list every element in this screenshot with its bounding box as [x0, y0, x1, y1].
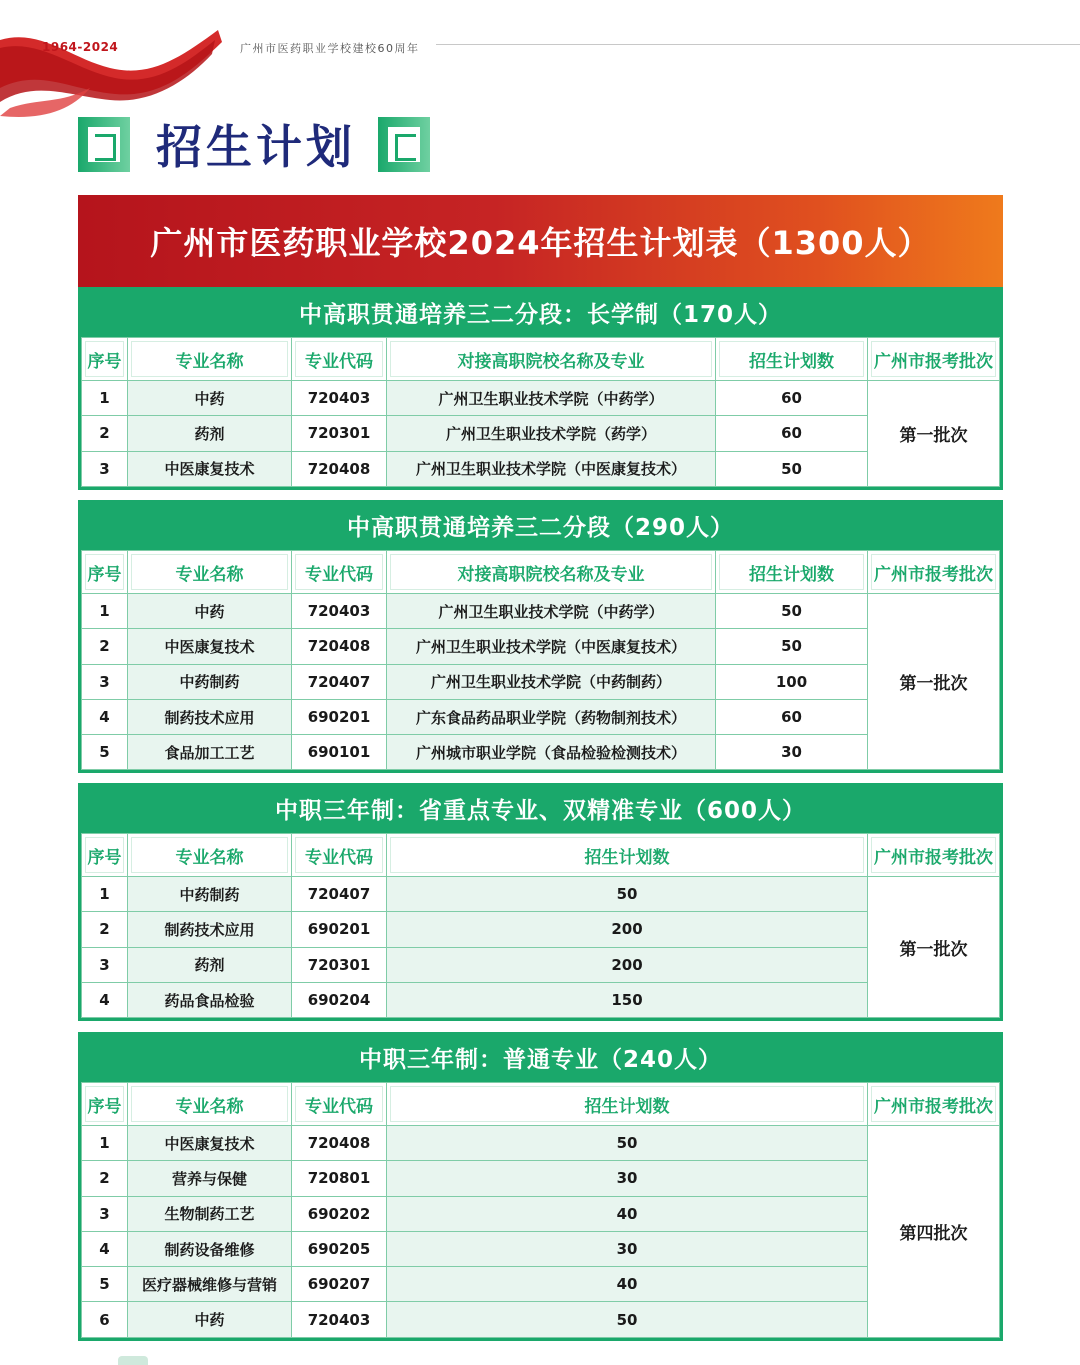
- cell-major: 中药制药: [128, 665, 291, 699]
- cell-quota: 30: [387, 1232, 867, 1266]
- col-header: 广州市报考批次: [868, 551, 999, 593]
- cell-quota: 150: [387, 983, 867, 1017]
- cell-major: 中药: [128, 594, 291, 628]
- cell-college: 广州卫生职业技术学院（中医康复技术）: [387, 629, 715, 663]
- cell-code: 690204: [292, 983, 386, 1017]
- cell-quota: 50: [716, 594, 867, 628]
- cell-batch: 第一批次: [868, 381, 999, 486]
- cell-index: 4: [82, 983, 127, 1017]
- cell-code: 720301: [292, 416, 386, 450]
- cell-major: 中药: [128, 381, 291, 415]
- col-header: 对接高职院校名称及专业: [387, 551, 715, 593]
- col-header: 序号: [82, 551, 127, 593]
- col-header: 专业代码: [292, 1083, 386, 1125]
- cell-quota: 30: [716, 735, 867, 769]
- cell-code: 690101: [292, 735, 386, 769]
- cell-index: 3: [82, 452, 127, 486]
- cell-index: 4: [82, 1232, 127, 1266]
- enrollment-table: [81, 833, 1000, 1018]
- enrollment-table: [81, 550, 1000, 770]
- cell-quota: 200: [387, 912, 867, 946]
- cell-code: 720408: [292, 629, 386, 663]
- cell-major: 药品食品检验: [128, 983, 291, 1017]
- cell-index: 1: [82, 594, 127, 628]
- cell-major: 制药技术应用: [128, 700, 291, 734]
- cell-code: 720408: [292, 1126, 386, 1160]
- section-general-majors: [78, 1032, 1003, 1341]
- col-header: 广州市报考批次: [868, 338, 999, 380]
- col-header: 专业名称: [128, 338, 291, 380]
- cell-major: 医疗器械维修与营销: [128, 1267, 291, 1301]
- col-header: 专业代码: [292, 551, 386, 593]
- cell-index: 5: [82, 735, 127, 769]
- plan-banner: [78, 195, 1003, 287]
- col-header: 对接高职院校名称及专业: [387, 338, 715, 380]
- cell-college: 广州卫生职业技术学院（药学）: [387, 416, 715, 450]
- cell-college: 广州卫生职业技术学院（中药学）: [387, 381, 715, 415]
- col-header: 专业代码: [292, 834, 386, 876]
- cell-code: 720408: [292, 452, 386, 486]
- col-header: 招生计划数: [387, 834, 867, 876]
- cell-index: 2: [82, 629, 127, 663]
- cell-index: 2: [82, 912, 127, 946]
- cell-code: 720301: [292, 948, 386, 982]
- cell-major: 中医康复技术: [128, 1126, 291, 1160]
- enrollment-table: [81, 337, 1000, 487]
- col-header: 专业名称: [128, 551, 291, 593]
- cell-quota: 60: [716, 700, 867, 734]
- section-title: 中高职贯通培养三二分段（290人）: [346, 514, 734, 541]
- header-divider: [436, 44, 1080, 45]
- cell-index: 1: [82, 1126, 127, 1160]
- cell-index: 3: [82, 665, 127, 699]
- section-long-program: [78, 287, 1003, 490]
- cell-index: 3: [82, 1197, 127, 1231]
- cell-major: 中药: [128, 1302, 291, 1336]
- cell-index: 1: [82, 877, 127, 911]
- cell-quota: 200: [387, 948, 867, 982]
- cell-college: 广州卫生职业技术学院（中医康复技术）: [387, 452, 715, 486]
- cell-code: 690202: [292, 1197, 386, 1231]
- cell-code: 690201: [292, 912, 386, 946]
- col-header: 专业名称: [128, 834, 291, 876]
- anniversary-years: 1964-2024: [42, 40, 119, 54]
- cell-college: 广州城市职业学院（食品检验检测技术）: [387, 735, 715, 769]
- cell-code: 720801: [292, 1161, 386, 1195]
- cell-quota: 50: [387, 1302, 867, 1336]
- header-title: 广州市医药职业学校建校60周年: [240, 42, 420, 55]
- cell-batch: 第一批次: [868, 594, 999, 769]
- cell-major: 制药设备维修: [128, 1232, 291, 1266]
- col-header: 序号: [82, 834, 127, 876]
- left-bracket-icon: [78, 117, 130, 172]
- cell-code: 690205: [292, 1232, 386, 1266]
- cell-major: 中医康复技术: [128, 629, 291, 663]
- cell-college: 广州卫生职业技术学院（中药制药）: [387, 665, 715, 699]
- col-header: 招生计划数: [716, 338, 867, 380]
- cell-major: 制药技术应用: [128, 912, 291, 946]
- cell-index: 3: [82, 948, 127, 982]
- cell-quota: 50: [387, 877, 867, 911]
- cell-major: 营养与保健: [128, 1161, 291, 1195]
- cell-college: 广州卫生职业技术学院（中药学）: [387, 594, 715, 628]
- cell-quota: 40: [387, 1267, 867, 1301]
- cell-index: 6: [82, 1302, 127, 1336]
- cell-batch: 第一批次: [868, 877, 999, 1017]
- section-title: 中高职贯通培养三二分段：长学制（170人）: [298, 301, 782, 328]
- cell-major: 生物制药工艺: [128, 1197, 291, 1231]
- cell-quota: 40: [387, 1197, 867, 1231]
- section-title: 中职三年制：省重点专业、双精准专业（600人）: [274, 797, 806, 824]
- cell-index: 1: [82, 381, 127, 415]
- enrollment-table: [81, 1082, 1000, 1338]
- page-corner-decoration: [118, 1356, 148, 1365]
- cell-code: 720407: [292, 665, 386, 699]
- plan-banner-title: 广州市医药职业学校2024年招生计划表（1300人）: [150, 224, 931, 262]
- cell-quota: 30: [387, 1161, 867, 1195]
- cell-index: 2: [82, 416, 127, 450]
- cell-batch: 第四批次: [868, 1126, 999, 1337]
- cell-quota: 100: [716, 665, 867, 699]
- col-header: 序号: [82, 338, 127, 380]
- cell-code: 720407: [292, 877, 386, 911]
- cell-major: 中药制药: [128, 877, 291, 911]
- right-bracket-icon: [378, 117, 430, 172]
- cell-major: 药剂: [128, 416, 291, 450]
- section-title: 中职三年制：普通专业（240人）: [358, 1046, 722, 1073]
- col-header: 广州市报考批次: [868, 834, 999, 876]
- col-header: 广州市报考批次: [868, 1083, 999, 1125]
- cell-major: 中医康复技术: [128, 452, 291, 486]
- section-key-majors: [78, 783, 1003, 1021]
- cell-major: 食品加工工艺: [128, 735, 291, 769]
- cell-quota: 50: [716, 452, 867, 486]
- cell-quota: 50: [387, 1126, 867, 1160]
- cell-code: 690207: [292, 1267, 386, 1301]
- cell-quota: 60: [716, 416, 867, 450]
- col-header: 序号: [82, 1083, 127, 1125]
- cell-major: 药剂: [128, 948, 291, 982]
- col-header: 专业代码: [292, 338, 386, 380]
- page-title: 招生计划: [156, 120, 356, 174]
- col-header: 专业名称: [128, 1083, 291, 1125]
- section-heading: [78, 115, 430, 173]
- cell-index: 5: [82, 1267, 127, 1301]
- col-header: 招生计划数: [716, 551, 867, 593]
- cell-code: 690201: [292, 700, 386, 734]
- cell-code: 720403: [292, 594, 386, 628]
- cell-code: 720403: [292, 381, 386, 415]
- cell-quota: 60: [716, 381, 867, 415]
- cell-college: 广东食品药品职业学院（药物制剂技术）: [387, 700, 715, 734]
- cell-quota: 50: [716, 629, 867, 663]
- col-header: 招生计划数: [387, 1083, 867, 1125]
- cell-index: 4: [82, 700, 127, 734]
- cell-code: 720403: [292, 1302, 386, 1336]
- cell-index: 2: [82, 1161, 127, 1195]
- section-two-stage-program: [78, 500, 1003, 773]
